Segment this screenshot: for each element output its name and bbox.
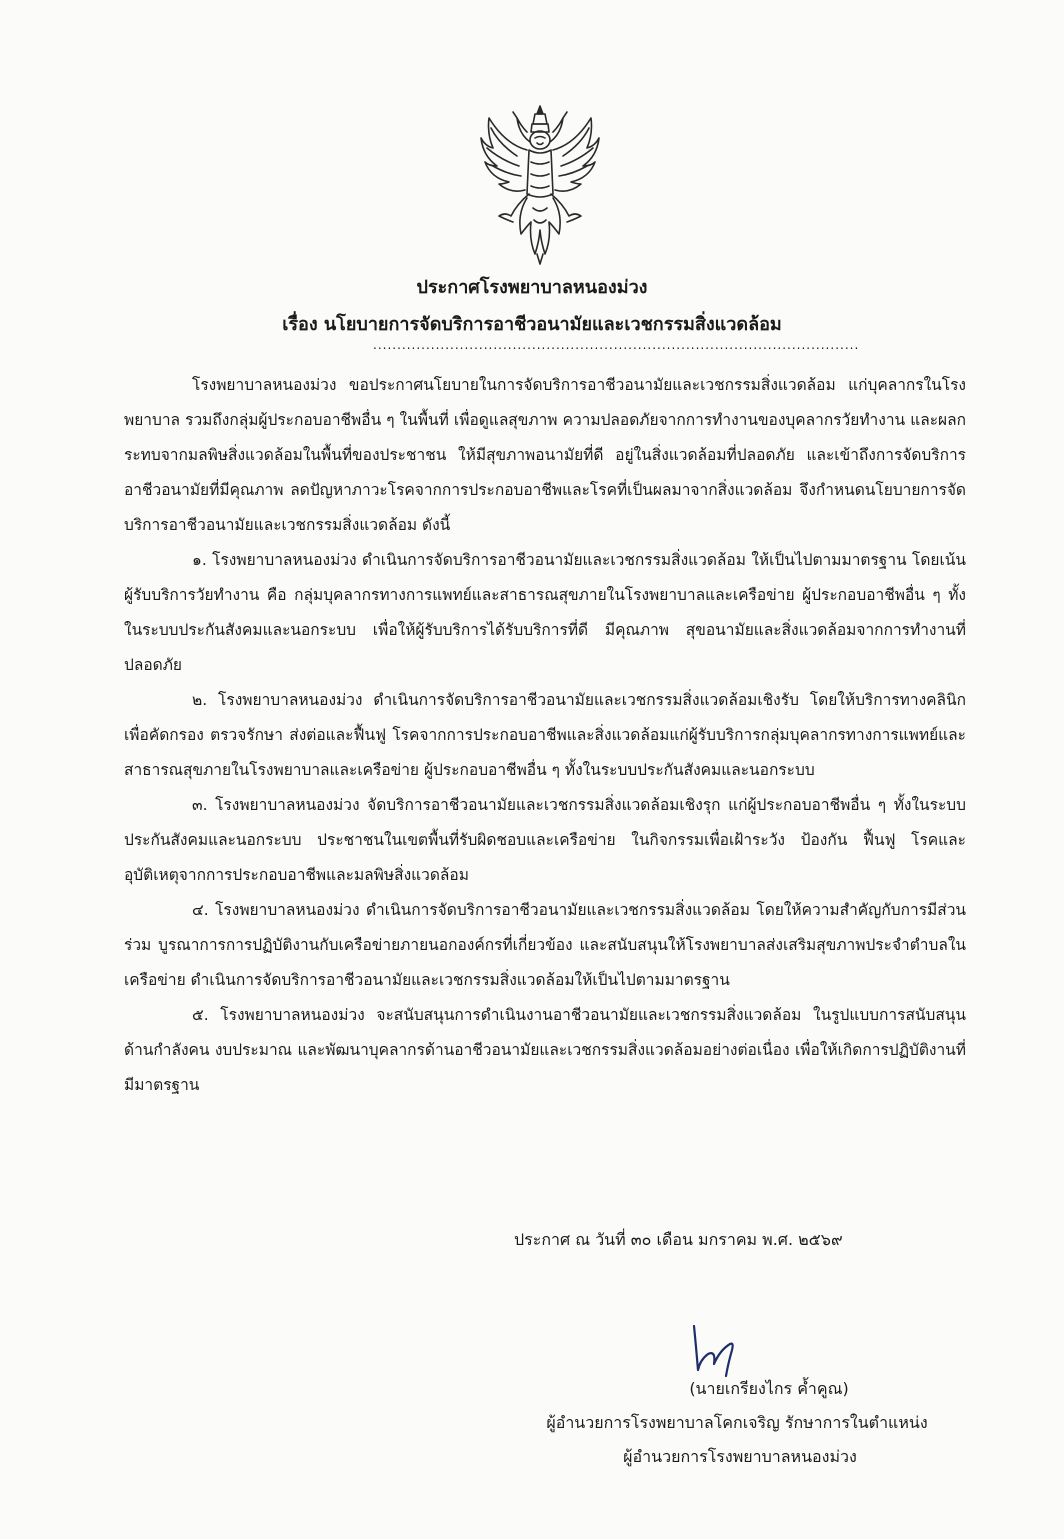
garuda-emblem-icon bbox=[477, 104, 603, 266]
signer-name: (นายเกรียงไกร ค้ำคูณ) bbox=[689, 1379, 849, 1398]
policy-item-1: ๑. โรงพยาบาลหนองม่วง ดำเนินการจัดบริการอาชีวอนามัยและเวชกรรมสิ่งแวดล้อม ให้เป็นไปตามมาตรฐาน โดยเน้นผู้รับบริการวัยทำงาน คือ กลุ่มบุคลากรทางการแพทย์และสาธารณสุขภายในโรงพยาบาลและเครือข่าย ผู้ประกอบอาชีพอื่น ๆ ทั้งในระบบประกันสังคมและนอกระบบ เพื่อให้ผู้รับบริการได้รับบริการที่ดี มีคุณภาพ สุขอนามัยและสิ่งแวดล้อมจากการทำงานที่ปลอดภัย bbox=[124, 551, 966, 674]
title-separator: ..................................................................................................... bbox=[373, 338, 860, 352]
signer-position-line1: ผู้อำนวยการโรงพยาบาลโคกเจริญ รักษาการในตำแหน่ง bbox=[546, 1413, 928, 1432]
signature-block bbox=[470, 1372, 970, 1474]
signer-position-line2: ผู้อำนวยการโรงพยาบาลหนองม่วง bbox=[623, 1447, 857, 1466]
announcement-date: ประกาศ ณ วันที่ ๓๐ เดือน มกราคม พ.ศ. ๒๕๖๙ bbox=[514, 1230, 843, 1249]
policy-item-4: ๔. โรงพยาบาลหนองม่วง ดำเนินการจัดบริการอาชีวอนามัยและเวชกรรมสิ่งแวดล้อม โดยให้ความสำคัญกับการมีส่วนร่วม บูรณาการการปฏิบัติงานกับเครือข่ายภายนอกองค์กรที่เกี่ยวข้อง และสนับสนุนให้โรงพยาบาลส่งเสริมสุขภาพประจำตำบลในเครือข่าย ดำเนินการจัดบริการอาชีวอนามัยและเวชกรรมสิ่งแวดล้อมให้เป็นไปตามมาตรฐาน bbox=[124, 901, 966, 989]
handwritten-signature-icon bbox=[686, 1320, 746, 1380]
intro-paragraph: โรงพยาบาลหนองม่วง ขอประกาศนโยบายในการจัดบริการอาชีวอนามัยและเวชกรรมสิ่งแวดล้อม แก่บุคลากรในโรงพยาบาล รวมถึงกลุ่มผู้ประกอบอาชีพอื่น ๆ ในพื้นที่ เพื่อดูแลสุขภาพ ความปลอดภัยจากการทำงานของบุคลากรวัยทำงาน และผลกระทบจากมลพิษสิ่งแวดล้อมในพื้นที่ของประชาชน ให้มีสุขภาพอนามัยที่ดี อยู่ในสิ่งแวดล้อมที่ปลอดภัย และเข้าถึงการจัดบริการอาชีวอนามัยที่มีคุณภาพ ลดปัญหาภาวะโรคจากการประกอบอาชีพและโรคที่เป็นผลมาจากสิ่งแวดล้อม จึงกำหนดนโยบายการจัดบริการอาชีวอนามัยและเวชกรรมสิ่งแวดล้อม ดังนี้ bbox=[124, 376, 966, 534]
policy-item-5: ๕. โรงพยาบาลหนองม่วง จะสนับสนุนการดำเนินงานอาชีวอนามัยและเวชกรรมสิ่งแวดล้อม ในรูปแบบการสนับสนุนด้านกำลังคน งบประมาณ และพัฒนาบุคลากรด้านอาชีวอนามัยและเวชกรรมสิ่งแวดล้อมอย่างต่อเนื่อง เพื่อให้เกิดการปฏิบัติงานที่มีมาตรฐาน bbox=[124, 1006, 966, 1094]
announcement-body bbox=[124, 368, 966, 1103]
announcement-title: ประกาศโรงพยาบาลหนองม่วง bbox=[416, 277, 648, 298]
policy-item-3: ๓. โรงพยาบาลหนองม่วง จัดบริการอาชีวอนามัยและเวชกรรมสิ่งแวดล้อมเชิงรุก แก่ผู้ประกอบอาชีพอื่น ๆ ทั้งในระบบประกันสังคมและนอกระบบ ประชาชนในเขตพื้นที่รับผิดชอบและเครือข่าย ในกิจกรรมเพื่อเฝ้าระวัง ป้องกัน ฟื้นฟู โรคและอุบัติเหตุจากการประกอบอาชีพและมลพิษสิ่งแวดล้อม bbox=[124, 796, 966, 884]
policy-item-2: ๒. โรงพยาบาลหนองม่วง ดำเนินการจัดบริการอาชีวอนามัยและเวชกรรมสิ่งแวดล้อมเชิงรับ โดยให้บริการทางคลินิก เพื่อคัดกรอง ตรวจรักษา ส่งต่อและฟื้นฟู โรคจากการประกอบอาชีพและสิ่งแวดล้อมแก่ผู้รับบริการกลุ่มบุคลากรทางการแพทย์และสาธารณสุขภายในโรงพยาบาลและเครือข่าย ผู้ประกอบอาชีพอื่น ๆ ทั้งในระบบประกันสังคมและนอกระบบ bbox=[124, 691, 966, 779]
announcement-subject: เรื่อง นโยบายการจัดบริการอาชีวอนามัยและเวชกรรมสิ่งแวดล้อม bbox=[282, 314, 782, 335]
